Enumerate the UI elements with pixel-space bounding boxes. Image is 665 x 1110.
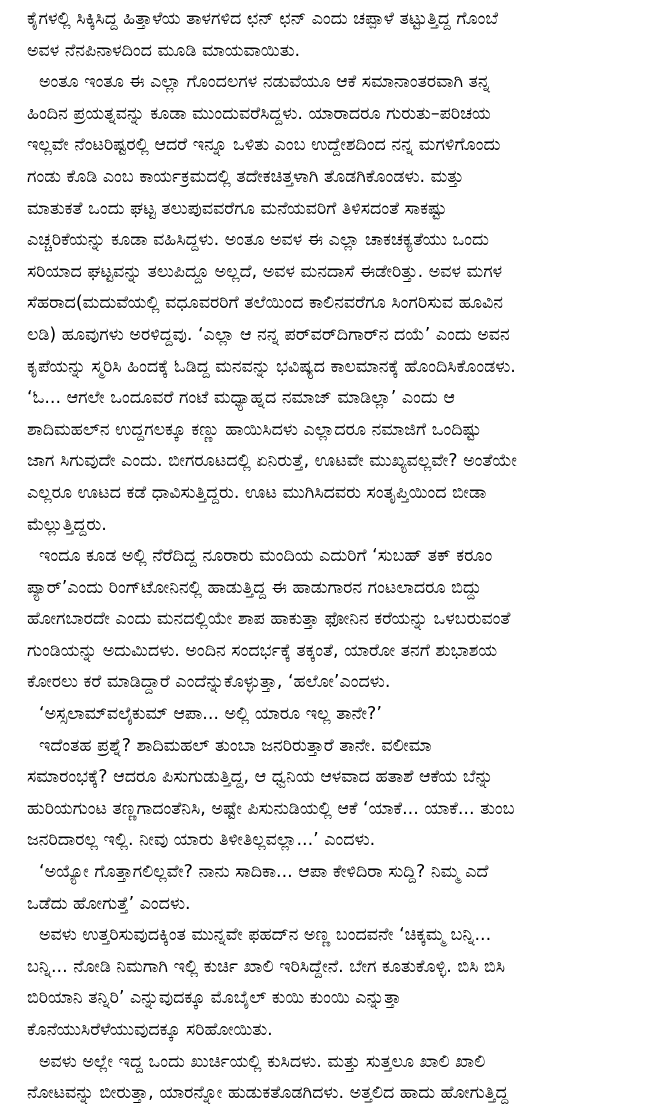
text-line: ಅವಳು ಉತ್ತರಿಸುವುದಕ್ಕಿಂತ ಮುನ್ನವೇ ಫಹದ್‌ನ ಅಣ್ಣ ಬಂದವನೇ ‘ಚಿಕ್ಕಮ್ಮ ಬನ್ನಿ... — [39, 925, 492, 946]
text-line: ಬಿರಿಯಾನಿ ತನ್ನಿರಿ’ ಎನ್ನುವುದಕ್ಕೂ ಮೊಬೈಲ್ ಕುಯಿ ಕುಂಯಿ ಎನ್ನುತ್ತಾ — [27, 988, 402, 1009]
body-text — [27, 4, 642, 1110]
text-line: ಲಡಿ) ಹೂವುಗಳು ಅರಳಿದ್ದವು. ‘ಎಲ್ಲಾ ಆ ನನ್ನ ಪರ್‌ವರ್‌ದಿಗಾರ್‌ನ ದಯೆ’ ಎಂದು ಅವನ — [27, 324, 510, 345]
text-line: ಹೋಗಬಾರದೇ ಎಂದು ಮನದಲ್ಲಿಯೇ ಶಾಪ ಹಾಕುತ್ತಾ ಫೋನಿನ ಕರೆಯನ್ನು ಒಳಬರುವಂತೆ — [27, 609, 511, 630]
text-line: ಒಡೆದು ಹೋಗುತ್ತೆ’ ಎಂದಳು. — [27, 893, 191, 914]
text-line: ಹಿಂದಿನ ಪ್ರಯತ್ನವನ್ನು ಕೂಡಾ ಮುಂದುವರೆಸಿದ್ದಳು. ಯಾರಾದರೂ ಗುರುತು–ಪರಿಚಯ — [27, 103, 491, 124]
text-line: ಕೋರಲು ಕರೆ ಮಾಡಿದ್ದಾರೆ ಎಂದೆನ್ನುಕೊಳ್ಳುತ್ತಾ, ‘ಹಲೋ’ಎಂದಳು. — [27, 672, 391, 693]
text-line: ಅವಳು ಅಲ್ಲೇ ಇದ್ದ ಒಂದು ಖುರ್ಚಿಯಲ್ಲಿ ಕುಸಿದಳು. ಮತ್ತು ಸುತ್ತಲೂ ಖಾಲಿ ಖಾಲಿ — [39, 1051, 486, 1072]
text-line: ಎಚ್ಚರಿಕೆಯನ್ನು ಕೂಡಾ ವಹಿಸಿದ್ದಳು. ಅಂತೂ ಅವಳ ಈ ಎಲ್ಲಾ ಚಾಕಚಕ್ಯತೆಯು ಒಂದು — [27, 230, 489, 251]
text-line: ‘ಓ... ಆಗಲೇ ಒಂದೂವರೆ ಗಂಟೆ ಮಧ್ಯಾಹ್ನದ ನಮಾಜ್ ಮಾಡಿಲ್ಲಾ’ ಎಂದು ಆ — [27, 388, 455, 409]
text-line: ಪ್ಯಾರ್’ಎಂದು ರಿಂಗ್‌ಟೋನಿನಲ್ಲಿ ಹಾಡುತ್ತಿದ್ದ ಈ ಹಾಡುಗಾರನ ಗಂಟಲಾದರೂ ಬಿದ್ದು — [27, 577, 482, 598]
text-line: ಸಮಾರಂಭಕ್ಕೆ? ಆದರೂ ಪಿಸುಗುಡುತ್ತಿದ್ದ, ಆ ಧ್ವನಿಯ ಆಳವಾದ ಹತಾಶೆ ಆಕೆಯ ಬೆನ್ನು — [27, 767, 494, 788]
text-line: ಜಾಗ ಸಿಗುವುದೇ ಎಂದು. ಬೀಗರೂಟದಲ್ಲಿ ಏನಿರುತ್ತೆ, ಊಟವೇ ಮುಖ್ಯವಲ್ಲವೇ? ಅಂತೆಯೇ — [27, 451, 517, 472]
text-line: ಅಂತೂ ಇಂತೂ ಈ ಎಲ್ಲಾ ಗೊಂದಲಗಳ ನಡುವೆಯೂ ಆಕೆ ಸಮಾನಾಂತರವಾಗಿ ತನ್ನ — [39, 72, 491, 93]
text-line: ಗುಂಡಿಯನ್ನು ಅದುಮಿದಳು. ಅಂದಿನ ಸಂದರ್ಭಕ್ಕೆ ತಕ್ಕಂತೆ, ಯಾರೋ ತನಗೆ ಶುಭಾಶಯ — [27, 640, 498, 661]
text-line: ಜನರಿದಾರಲ್ಲ ಇಲ್ಲಿ. ನೀವು ಯಾರು ತಿಳೀತಿಲ್ಲವಲ್ಲಾ...’ ಎಂದಳು. — [27, 830, 376, 851]
text-line: ಎಲ್ಲರೂ ಊಟದ ಕಡೆ ಧಾವಿಸುತ್ತಿದ್ದರು. ಊಟ ಮುಗಿಸಿದವರು ಸಂತೃಪ್ತಿಯಿಂದ ಬೀಡಾ — [27, 482, 487, 503]
text-line: ಅವಳ ನೆನಪಿನಾಳದಿಂದ ಮೂಡಿ ಮಾಯವಾಯಿತು. — [27, 40, 301, 61]
text-line: ‘ಅಸ್ಸಲಾಮ್‌ವಲೈಕುಮ್ ಆಪಾ... ಅಲ್ಲಿ ಯಾರೂ ಇಲ್ಲ ತಾನೇ?’ — [39, 704, 382, 725]
text-line: ಇಲ್ಲವೇ ನೆಂಟರಿಷ್ಟರಲ್ಲಿ ಆದರೆ ಇನ್ನೂ ಒಳಿತು ಎಂಬ ಉದ್ದೇಶದಿಂದ ನನ್ನ ಮಗಳಿಗೊಂದು — [27, 135, 501, 156]
text-line: ಗಂಡು ಕೊಡಿ ಎಂಬ ಕಾರ್ಯಕ್ರಮದಲ್ಲಿ ತದೇಕಚಿತ್ತಳಾಗಿ ತೊಡಗಿಕೊಂಡಳು. ಮತ್ತು — [27, 166, 464, 187]
text-line: ಸರಿಯಾದ ಘಟ್ಟವನ್ನು ತಲುಪಿದ್ದೂ ಅಲ್ಲದೆ, ಅವಳ ಮನದಾಸೆ ಈಡೇರಿತ್ತು. ಅವಳ ಮಗಳ — [27, 261, 503, 282]
text-line: ಇಂದೂ ಕೂಡ ಅಲ್ಲಿ ನೆರೆದಿದ್ದ ನೂರಾರು ಮಂದಿಯ ಎದುರಿಗೆ ‘ಸುಬಹ್ ತಕ್ ಕರೂಂ — [39, 546, 493, 567]
text-line: ‘ಅಯ್ಯೋ ಗೊತ್ತಾಗಲಿಲ್ಲವೇ? ನಾನು ಸಾದಿಕಾ... ಆಪಾ ಕೇಳಿದಿರಾ ಸುದ್ದಿ? ನಿಮ್ಮ ಎದೆ — [39, 862, 489, 883]
text-line: ಕೈಗಳಲ್ಲಿ ಸಿಕ್ಕಿಸಿದ್ದ ಹಿತ್ತಾಳೆಯ ತಾಳಗಳಿದ ಛನ್ ಛನ್ ಎಂದು ಚಪ್ಪಾಳೆ ತಟ್ಟುತ್ತಿದ್ದ ಗೊಂಬೆ — [27, 9, 499, 29]
text-line: ಇದೆಂತಹ ಪ್ರಶ್ನೆ? ಶಾದಿಮಹಲ್ ತುಂಬಾ ಜನರಿರುತ್ತಾರೆ ತಾನೇ. ವಲೀಮಾ — [39, 735, 432, 756]
text-line: ಮೆಲ್ಲುತ್ತಿದ್ದರು. — [27, 514, 107, 535]
text-line: ಸೆಹರಾದ(ಮದುವೆಯಲ್ಲಿ ವಧೂವರರಿಗೆ ತಲೆಯಿಂದ ಕಾಲಿನವರೆಗೂ ಸಿಂಗರಿಸುವ ಹೂವಿನ — [27, 293, 504, 314]
text-line: ಬನ್ನಿ... ನೋಡಿ ನಿಮಗಾಗಿ ಇಲ್ಲಿ ಕುರ್ಚಿ ಖಾಲಿ ಇರಿಸಿದ್ದೇನೆ. ಬೇಗ ಕೂತುಕೊಳ್ಳಿ. ಬಿಸಿ ಬಿಸಿ — [27, 956, 506, 977]
text-line: ಶಾದಿಮಹಲ್‌ನ ಉದ್ದಗಲಕ್ಕೂ ಕಣ್ಣು ಹಾಯಿಸಿದಳು ಎಲ್ಲಾದರೂ ನಮಾಜಿಗೆ ಒಂದಿಷ್ಟು — [27, 419, 482, 440]
text-line: ನೋಟವನ್ನು ಬೀರುತ್ತಾ, ಯಾರನ್ನೋ ಹುಡುಕತೊಡಗಿದಳು. ಅತ್ತಲಿದ ಹಾದು ಹೋಗುತ್ತಿದ್ದ — [27, 1083, 509, 1104]
text-line: ಕೊನೆಯುಸಿರೆಳೆಯುವುದಕ್ಕೂ ಸರಿಹೋಯಿತು. — [27, 1020, 273, 1040]
text-line: ಮಾತುಕತೆ ಒಂದು ಘಟ್ಟ ತಲುಪುವವರೆಗೂ ಮನೆಯವರಿಗೆ ತಿಳಿಸದಂತೆ ಸಾಕಷ್ಟು — [27, 198, 447, 219]
text-line: ಹುರಿಯಗುಂಟ ತಣ್ಣಗಾದಂತೆನಿಸಿ, ಅಷ್ಟೇ ಪಿಸುನುಡಿಯಲ್ಲಿ ಆಕೆ ‘ಯಾಕೆ... ಯಾಕೆ... ತುಂಬ — [27, 798, 515, 819]
text-line: ಕೃಪೆಯನ್ನು ಸ್ಮರಿಸಿ ಹಿಂದಕ್ಕೆ ಓಡಿದ್ದ ಮನವನ್ನು ಭವಿಷ್ಯದ ಕಾಲಮಾನಕ್ಕೆ ಹೊಂದಿಸಿಕೊಂಡಳು. — [27, 356, 516, 377]
